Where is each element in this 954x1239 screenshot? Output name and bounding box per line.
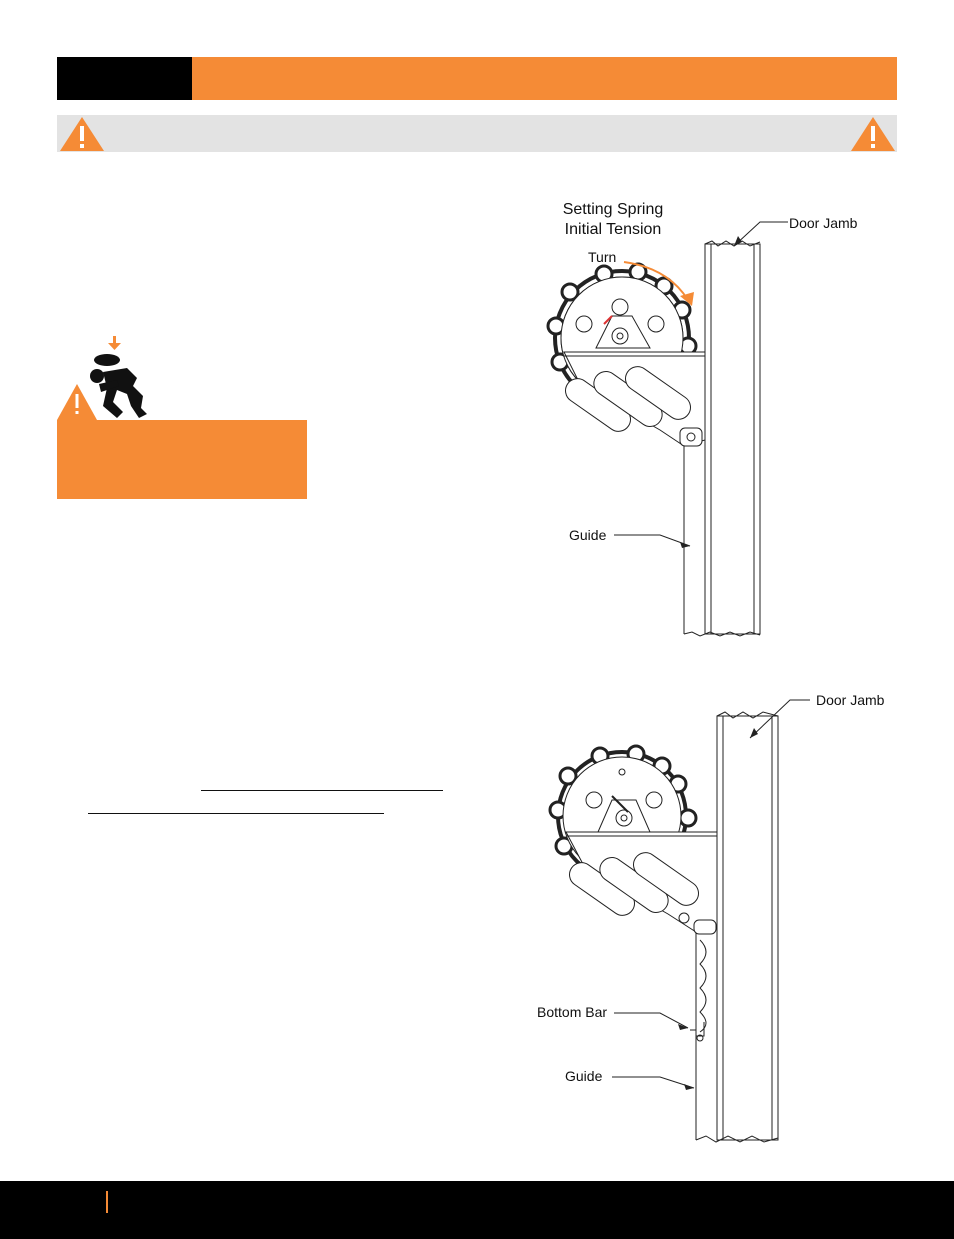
door-jamb-label: Door Jamb	[789, 215, 858, 231]
turn-label: Turn	[588, 249, 617, 265]
guide-label: Guide	[569, 527, 607, 543]
guide-label: Guide	[565, 1068, 603, 1084]
figure1-title-line2: Initial Tension	[564, 221, 662, 238]
bottom-bar-label: Bottom Bar	[537, 1004, 608, 1020]
door-jamb-label: Door Jamb	[816, 692, 885, 708]
figure1-title-line1: Setting Spring	[562, 201, 664, 218]
footer-accent-bar	[106, 1191, 108, 1213]
page-footer	[0, 1181, 954, 1239]
